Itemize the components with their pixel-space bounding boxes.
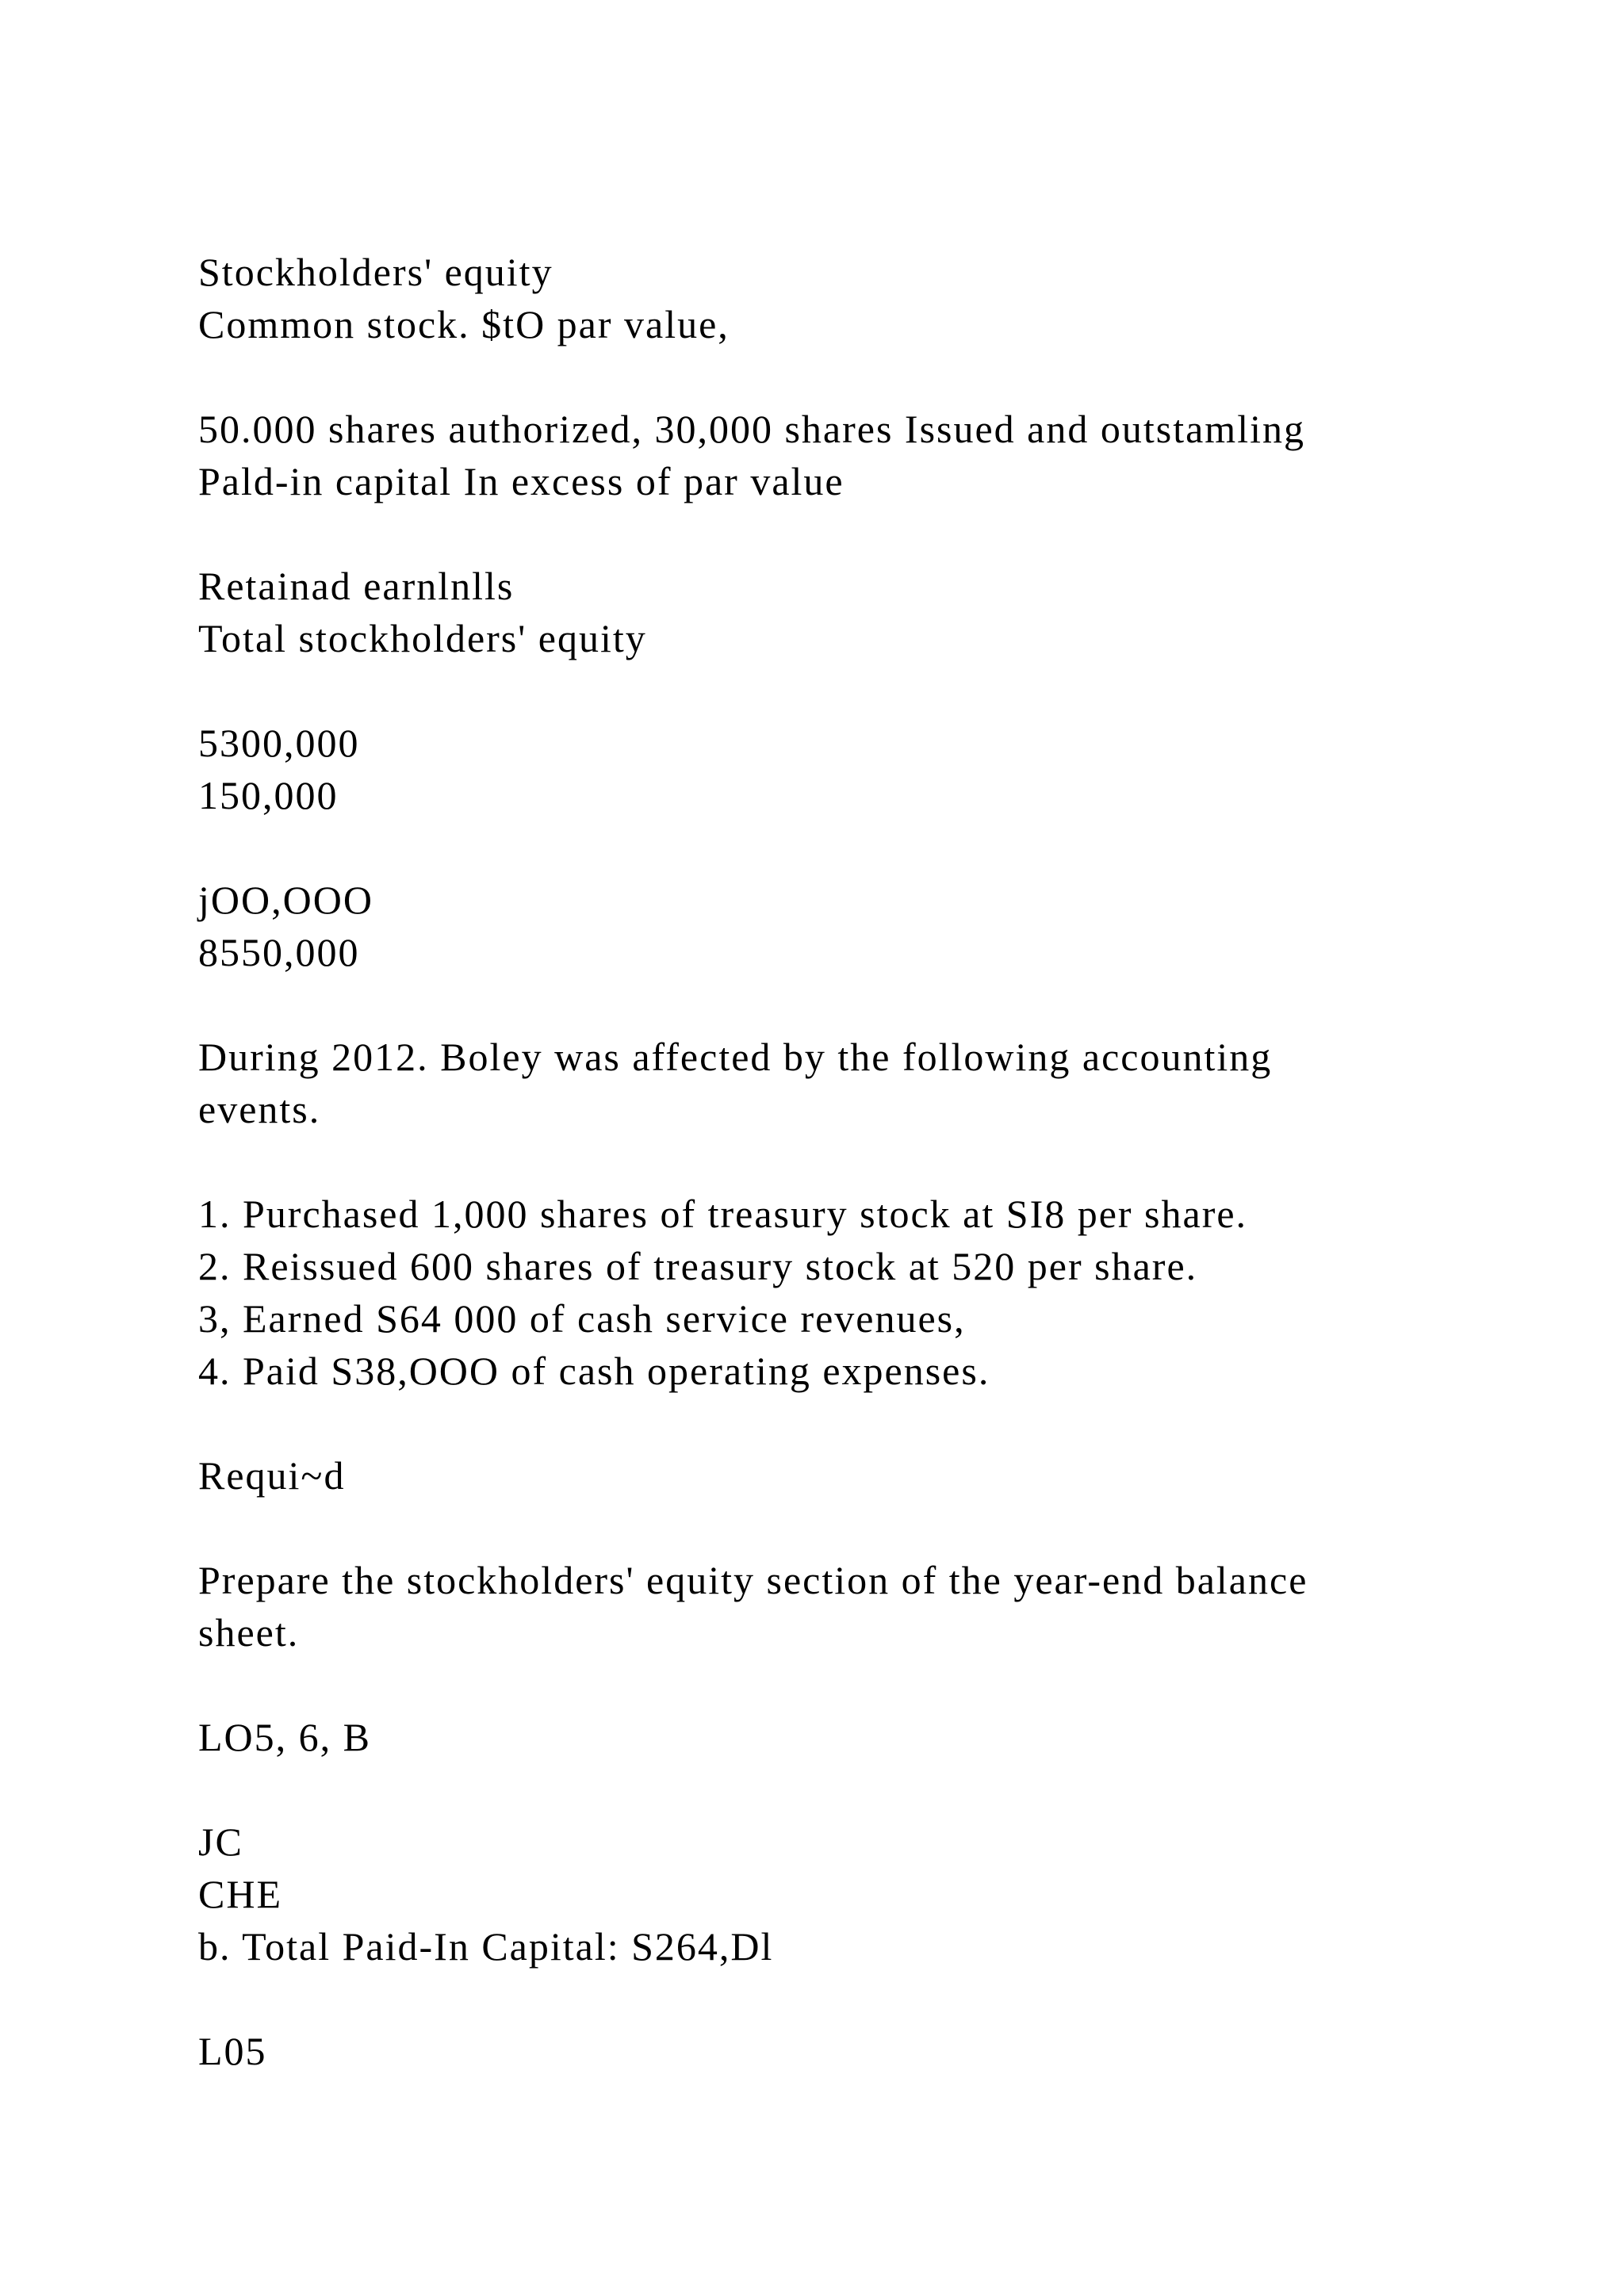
retained-earnings-block (198, 560, 1467, 664)
answer-check-block (198, 1816, 1467, 1973)
text-line: Prepare the stockholders' equity section of the year-end balance (198, 1558, 1308, 1602)
amounts-block-1 (198, 717, 1467, 821)
event-item: 3, Earned S64 000 of cash service revenues, (198, 1296, 966, 1341)
instruction-block (198, 1554, 1467, 1659)
text-line: During 2012. Boley was affected by the following accounting (198, 1035, 1273, 1079)
amounts-block-2 (198, 874, 1467, 978)
text-line: Pald-in capital In excess of par value (198, 459, 845, 503)
text-line: sheet. (198, 1610, 300, 1655)
text-line: Retainad earnlnlls (198, 564, 515, 608)
events-list-block (198, 1188, 1467, 1397)
event-item: 2. Reissued 600 shares of treasury stock at 520 per share. (198, 1244, 1198, 1288)
required-heading-block (198, 1449, 1467, 1502)
text-line: events. (198, 1087, 321, 1131)
text-line: L05 (198, 2029, 267, 2073)
text-line: 50.000 shares authorized, 30,000 shares Issued and outstamling (198, 407, 1305, 451)
amount-line: jOO,OOO (198, 878, 373, 922)
text-line: Stockholders' equity (198, 250, 553, 294)
text-line: Common stock. $tO par value, (198, 302, 730, 346)
events-intro-block (198, 1031, 1467, 1135)
event-item: 4. Paid S38,OOO of cash operating expenses. (198, 1349, 990, 1393)
amount-line: 5300,000 (198, 721, 360, 765)
text-line: CHE (198, 1872, 282, 1916)
document-body (198, 246, 1467, 2130)
text-line: Total stockholders' equity (198, 616, 647, 660)
equity-heading-block (198, 246, 1467, 350)
shares-block (198, 403, 1467, 507)
amount-line: 8550,000 (198, 930, 360, 974)
footer-code-block (198, 2025, 1467, 2077)
amount-line: 150,000 (198, 773, 339, 817)
event-item: 1. Purchased 1,000 shares of treasury stock at SI8 per share. (198, 1192, 1248, 1236)
text-line: Requi~d (198, 1453, 346, 1498)
text-line: LO5, 6, B (198, 1715, 371, 1759)
text-line: b. Total Paid-In Capital: S264,Dl (198, 1924, 774, 1969)
text-line: JC (198, 1820, 243, 1864)
learning-objectives-block (198, 1711, 1467, 1763)
